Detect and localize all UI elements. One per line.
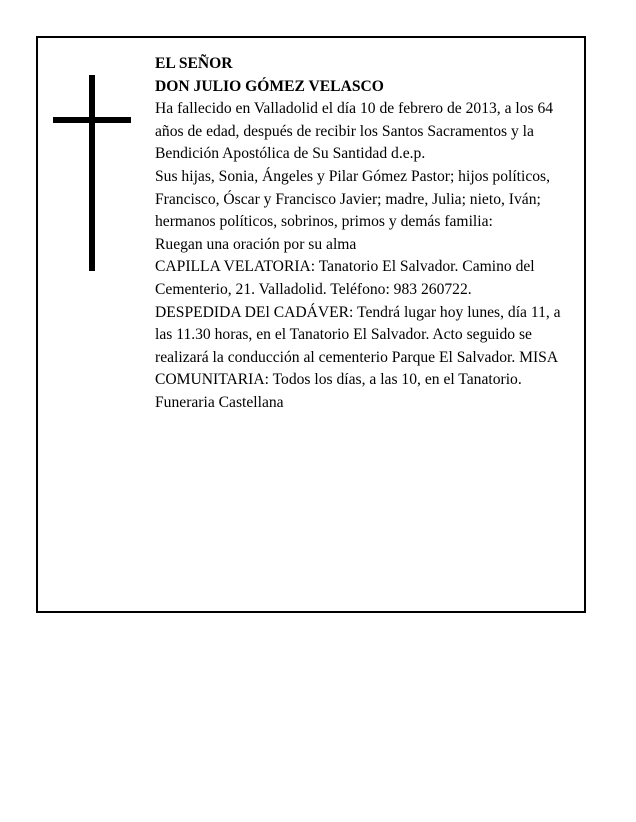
funeral-info: DESPEDIDA DEl CADÁVER: Tendrá lugar hoy lunes, día 11, a las 11.30 horas, en el Tanatorio El Salvador. Acto seguido se realizará la conducción al cementerio Parque El Salvador. MISA COMUNITARIA: Todos los días, a las 10, en el Tanatorio. — [155, 303, 561, 389]
death-announcement: Ha fallecido en Valladolid el día 10 de febrero de 2013, a los 64 años de edad, después de recibir los Santos Sacramentos y la Bendición Apostólica de Su Santidad d.e.p. — [155, 100, 554, 163]
family-list: Sus hijas, Sonia, Ángeles y Pilar Gómez Pastor; hijos políticos, Francisco, Óscar y Francisco Javier; madre, Julia; nieto, Iván; hermanos políticos, sobrinos, primos y demás familia: — [155, 167, 551, 231]
funeral-home: Funeraria Castellana — [155, 393, 284, 411]
title-line-1: EL SEÑOR — [155, 55, 233, 72]
cross-icon-bar — [53, 117, 131, 123]
prayer-request: Ruegan una oración por su alma — [155, 235, 357, 253]
cross-icon — [89, 75, 95, 271]
chapel-info: CAPILLA VELATORIA: Tanatorio El Salvador. Camino del Cementerio, 21. Valladolid. Teléfono: 983 260722. — [155, 258, 535, 298]
deceased-name: DON JULIO GÓMEZ VELASCO — [155, 77, 384, 95]
obituary-text — [155, 53, 575, 415]
